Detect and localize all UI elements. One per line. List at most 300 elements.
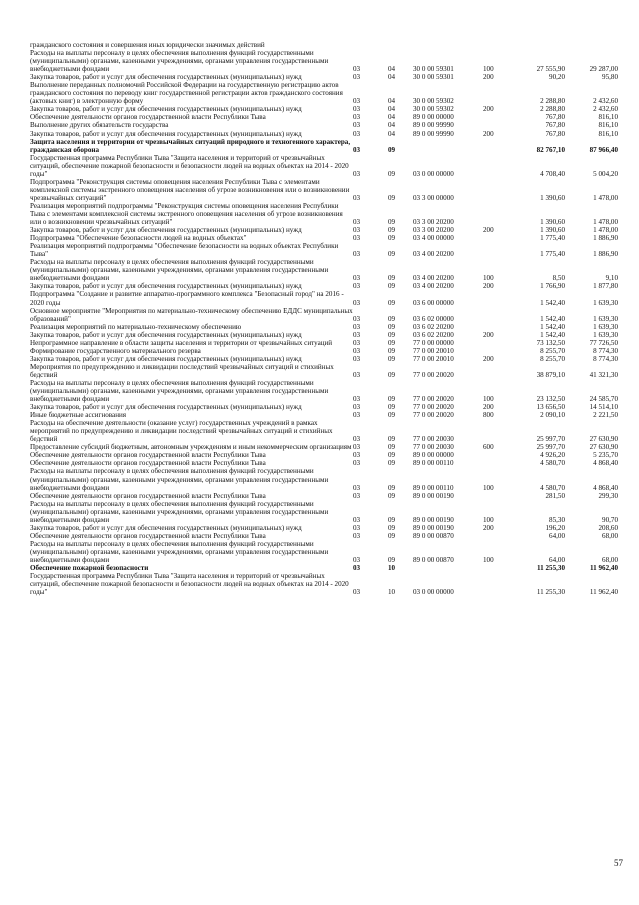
row-section: 03 <box>353 556 361 564</box>
row-target-code: 03 6 00 00000 <box>413 298 454 307</box>
row-section: 03 <box>353 564 361 573</box>
row-amount-year-1: 2 288,80 <box>540 97 565 106</box>
row-name: Реализация мероприятий по материально-техническому обеспечению <box>30 322 242 331</box>
row-amount-year-1: 90,20 <box>549 73 565 82</box>
table-row <box>30 492 618 500</box>
table-row <box>30 572 618 596</box>
row-subsection: 09 <box>388 274 396 283</box>
row-amount-year-1: 767,80 <box>545 113 565 122</box>
row-name: Закупка товаров, работ и услуг для обеспечения государственных (муниципальных) нужд <box>30 330 302 339</box>
row-expense-type <box>483 202 510 226</box>
row-amount-year-1: 1 542,40 <box>540 314 565 323</box>
row-expense-type <box>483 290 510 306</box>
row-amount-year-2: 41 321,30 <box>589 370 618 379</box>
table-row <box>30 202 618 226</box>
row-target-code <box>413 138 483 154</box>
row-expense-type <box>483 178 510 202</box>
row-amount-year-2: 1 886,90 <box>593 234 618 243</box>
row-target-code: 77 0 00 20020 <box>413 395 454 404</box>
row-name: Защита населения и территории от чрезвычайных ситуаций природного и техногенного характера, гражданская оборона <box>30 137 351 154</box>
row-section: 03 <box>353 435 361 444</box>
row-name: Закупка товаров, работ и услуг для обеспечения государственных (муниципальных) нужд <box>30 73 302 82</box>
row-target-code: 77 0 00 20020 <box>413 403 454 412</box>
row-target-code: 77 0 00 20010 <box>413 346 454 355</box>
row-amount-year-1: 27 555,90 <box>536 65 565 74</box>
row-target-code: 03 4 00 20200 <box>413 250 454 259</box>
row-expense-type <box>483 459 510 467</box>
row-amount-year-1: 25 997,70 <box>536 443 565 452</box>
table-row <box>30 347 618 355</box>
table-row <box>30 355 618 363</box>
row-subsection: 09 <box>388 338 396 347</box>
row-target-code: 77 0 00 20030 <box>413 435 454 444</box>
row-expense-type: 100 <box>483 556 494 564</box>
row-target-code: 03 6 02 20200 <box>413 322 454 331</box>
table-row <box>30 290 618 306</box>
row-amount-year-1: 4 580,70 <box>540 459 565 468</box>
table-row <box>30 138 618 154</box>
row-name: Предоставление субсидий бюджетным, автономным учреждениям и иным некоммерческим организациям <box>30 443 352 452</box>
row-name: Подпрограмма "Создание и развитие аппаратно-программного комплекса "Безопасный город" на 2016 - 2020 годы <box>30 290 344 307</box>
row-subsection: 09 <box>388 515 396 524</box>
row-amount-year-2: 90,70 <box>602 515 618 524</box>
table-row <box>30 242 618 258</box>
row-amount-year-2: 68,00 <box>602 556 618 564</box>
row-amount-year-2: 1 639,30 <box>593 322 618 331</box>
row-target-code <box>413 41 483 49</box>
row-target-code: 03 0 00 00000 <box>413 588 454 597</box>
row-name: Обеспечение деятельности органов государственной власти Республики Тыва <box>30 531 266 540</box>
row-amount-year-1: 13 656,50 <box>536 403 565 412</box>
row-section: 03 <box>353 322 361 331</box>
row-expense-type: 200 <box>483 330 494 339</box>
row-subsection: 09 <box>388 370 396 379</box>
table-row <box>30 41 618 49</box>
row-amount-year-1: 1 390,60 <box>540 226 565 235</box>
row-amount-year-2: 2 432,60 <box>593 97 618 106</box>
table-row <box>30 363 618 379</box>
row-name: Закупка товаров, работ и услуг для обеспечения государственных (муниципальных) нужд <box>30 226 302 235</box>
row-name: Государственная программа Республики Тыва "Защита населения и территорий от чрезвычайных ситуаций, обеспечение пожарной безопасности и безопасности людей на водных объектах на 2014 - 2020 годы" <box>30 572 349 597</box>
row-amount-year-2: 77 726,50 <box>589 338 618 347</box>
row-name: Закупка товаров, работ и услуг для обеспечения государственных (муниципальных) нужд <box>30 129 302 138</box>
row-subsection: 09 <box>388 250 396 259</box>
row-target-code: 03 3 00 20200 <box>413 218 454 227</box>
row-amount-year-2: 1 639,30 <box>593 314 618 323</box>
row-section: 03 <box>353 234 361 243</box>
row-target-code: 89 0 00 00190 <box>413 491 454 500</box>
row-amount-year-2: 87 966,40 <box>589 145 618 154</box>
row-section: 03 <box>353 129 361 138</box>
row-name: Закупка товаров, работ и услуг для обеспечения государственных (муниципальных) нужд <box>30 523 302 532</box>
row-subsection: 09 <box>388 411 396 420</box>
row-subsection: 09 <box>388 314 396 323</box>
row-section: 03 <box>353 105 361 114</box>
row-section <box>353 41 388 49</box>
row-amount-year-2: 11 962,40 <box>590 564 618 573</box>
row-name: Подпрограмма "Реконструкция системы оповещения населения Республики Тыва с элементами комплексной системы экстренного оповещения населения об угрозе возникновения или о возникновении чрезвычайных ситуаций" <box>30 177 350 202</box>
table-row <box>30 500 618 524</box>
row-expense-type: 600 <box>483 443 494 452</box>
table-row <box>30 524 618 532</box>
row-amount-year-1: 1 390,60 <box>540 193 565 202</box>
row-amount-year-2: 1 639,30 <box>593 330 618 339</box>
table-row <box>30 178 618 202</box>
row-amount-year-2 <box>565 41 618 49</box>
row-amount-year-1: 196,20 <box>545 523 565 532</box>
row-amount-year-1: 11 255,30 <box>537 564 565 573</box>
row-section: 03 <box>353 370 361 379</box>
row-target-code: 89 0 00 00870 <box>413 556 454 564</box>
row-target-code: 03 6 02 00000 <box>413 314 454 323</box>
row-target-code: 03 4 00 00000 <box>413 234 454 243</box>
row-amount-year-1: 767,80 <box>545 129 565 138</box>
row-amount-year-1: 11 255,30 <box>536 588 565 597</box>
row-amount-year-2: 2 432,60 <box>593 105 618 114</box>
row-expense-type <box>483 339 510 347</box>
table-row <box>30 130 618 138</box>
table-row <box>30 532 618 540</box>
row-amount-year-2: 11 962,40 <box>589 588 618 597</box>
row-expense-type <box>483 492 510 500</box>
row-amount-year-1: 8 255,70 <box>540 354 565 363</box>
budget-table <box>30 41 618 596</box>
row-amount-year-1: 73 132,50 <box>536 338 565 347</box>
row-section: 03 <box>353 443 361 452</box>
table-row <box>30 339 618 347</box>
table-row <box>30 49 618 73</box>
row-section: 03 <box>353 403 361 412</box>
row-subsection: 04 <box>388 97 396 106</box>
row-amount-year-2: 27 630,90 <box>589 435 618 444</box>
row-name: Расходы на выплаты персоналу в целях обеспечения выполнения функций государственными (муниципальными) органами, казенными учреждениями, органами управления государственными внебюджетными фондами <box>30 499 329 524</box>
row-expense-type: 200 <box>483 129 494 138</box>
table-row <box>30 451 618 459</box>
row-target-code <box>413 564 483 572</box>
row-amount-year-2: 5 235,70 <box>593 451 618 460</box>
table-row <box>30 121 618 129</box>
row-amount-year-1: 2 288,80 <box>540 105 565 114</box>
table-row <box>30 443 618 451</box>
row-target-code: 03 4 00 20200 <box>413 282 454 291</box>
row-expense-type <box>483 419 510 443</box>
row-amount-year-2: 2 221,50 <box>593 411 618 420</box>
row-amount-year-1: 64,00 <box>549 556 565 564</box>
row-section: 03 <box>353 218 361 227</box>
row-name: Реализация мероприятий подпрограммы "Реконструкция системы оповещения населения Республики Тыва с элементами комплексной системы экстренного оповещения населения об угрозе возникновения или о возникновении чрезвычайных ситуаций" <box>30 201 343 227</box>
row-amount-year-2: 24 585,70 <box>589 395 618 404</box>
row-subsection <box>388 41 413 49</box>
table-row <box>30 307 618 323</box>
row-section: 03 <box>353 282 361 291</box>
row-amount-year-1: 1 542,40 <box>540 330 565 339</box>
row-subsection: 09 <box>388 330 396 339</box>
row-section: 03 <box>353 483 361 492</box>
table-row <box>30 379 618 403</box>
table-row <box>30 459 618 467</box>
row-subsection: 09 <box>388 322 396 331</box>
row-name: Государственная программа Республики Тыва "Защита населения и территорий от чрезвычайных ситуаций, обеспечение пожарной безопасности и безопасности людей на водных объектах на 2014 - 2020 годы" <box>30 153 349 178</box>
row-name: Расходы на выплаты персоналу в целях обеспечения выполнения функций государственными (муниципальными) органами, казенными учреждениями, органами управления государственными внебюджетными фондами <box>30 258 329 283</box>
row-section: 03 <box>353 330 361 339</box>
row-name: Формирование государственного материального резерва <box>30 346 201 355</box>
table-row <box>30 323 618 331</box>
row-amount-year-2: 816,10 <box>598 129 618 138</box>
row-expense-type <box>483 41 510 49</box>
row-section: 03 <box>353 274 361 283</box>
row-name: Расходы на выплаты персоналу в целях обеспечения выполнения функций государственными (муниципальными) органами, казенными учреждениями, органами управления государственными внебюджетными фондами <box>30 49 329 74</box>
row-amount-year-1: 8 255,70 <box>540 346 565 355</box>
row-amount-year-1: 1 542,40 <box>540 322 565 331</box>
row-expense-type: 200 <box>483 282 494 291</box>
row-target-code: 03 4 00 20200 <box>413 274 454 283</box>
row-expense-type <box>483 242 510 258</box>
table-row <box>30 282 618 290</box>
row-expense-type <box>483 307 510 323</box>
row-amount-year-2: 1 478,00 <box>593 226 618 235</box>
row-amount-year-1: 82 767,10 <box>536 145 565 154</box>
row-target-code: 89 0 00 00190 <box>413 523 454 532</box>
row-target-code: 03 0 00 00000 <box>413 169 454 178</box>
table-row <box>30 419 618 443</box>
row-subsection: 04 <box>388 113 396 122</box>
row-name: Обеспечение деятельности органов государственной власти Республики Тыва <box>30 459 266 468</box>
row-amount-year-2: 4 868,40 <box>593 459 618 468</box>
row-name: Расходы на выплаты персоналу в целях обеспечения выполнения функций государственными (муниципальными) органами, казенными учреждениями, органами управления государственными внебюджетными фондами <box>30 539 329 564</box>
row-amount-year-1: 281,50 <box>545 491 565 500</box>
row-amount-year-1: 4 708,40 <box>540 169 565 178</box>
row-name: Подпрограмма "Обеспечение безопасности людей на водных объектах" <box>30 234 247 243</box>
row-section: 03 <box>353 451 361 460</box>
row-subsection: 09 <box>388 451 396 460</box>
row-subsection: 09 <box>388 193 396 202</box>
row-subsection: 09 <box>388 145 396 154</box>
row-amount-year-2: 1 886,90 <box>593 250 618 259</box>
row-subsection: 09 <box>388 354 396 363</box>
row-expense-type <box>483 154 510 178</box>
row-target-code: 89 0 00 99990 <box>413 121 454 130</box>
row-amount-year-1: 64,00 <box>549 531 565 540</box>
row-section: 03 <box>353 346 361 355</box>
row-amount-year-2: 1 639,30 <box>593 298 618 307</box>
row-subsection: 04 <box>388 121 396 130</box>
row-section: 03 <box>353 588 361 597</box>
row-name: Выполнение переданных полномочий Российской Федерации на государственную регистрацию актов гражданского состояния по переводу книг государственной регистрации актов гражданского состояния (актовых книг) в электронную форму <box>30 81 343 106</box>
row-amount-year-2: 1 478,00 <box>593 218 618 227</box>
row-target-code: 77 0 00 00000 <box>413 338 454 347</box>
row-section: 03 <box>353 65 361 74</box>
row-subsection: 09 <box>388 346 396 355</box>
row-name: Обеспечение пожарной безопасности <box>30 564 149 573</box>
row-name: Иные бюджетные ассигнования <box>30 411 127 420</box>
row-name: Непрограммное направление в области защиты населения и территории от чрезвычайных ситуаций <box>30 338 333 347</box>
row-subsection: 09 <box>388 483 396 492</box>
row-subsection: 04 <box>388 73 396 82</box>
row-section: 03 <box>353 73 361 82</box>
row-section: 03 <box>353 314 361 323</box>
row-target-code: 77 0 00 20020 <box>413 370 454 379</box>
row-target-code: 03 3 00 20200 <box>413 226 454 235</box>
row-amount-year-2: 9,10 <box>605 274 618 283</box>
table-row <box>30 467 618 491</box>
row-expense-type: 100 <box>483 274 494 283</box>
row-expense-type <box>483 113 510 121</box>
row-expense-type <box>483 451 510 459</box>
row-name: Мероприятия по предупреждению и ликвидации последствий чрезвычайных ситуаций и стихийных бедствий <box>30 362 334 379</box>
row-section: 03 <box>353 395 361 404</box>
row-target-code: 89 0 00 00110 <box>413 459 454 468</box>
table-row <box>30 258 618 282</box>
row-name: Выполнение других обязательств государства <box>30 121 169 130</box>
row-amount-year-2: 5 004,20 <box>593 169 618 178</box>
row-subsection: 10 <box>388 564 396 573</box>
table-row <box>30 154 618 178</box>
table-row <box>30 105 618 113</box>
row-name: Реализация мероприятий подпрограммы "Обеспечение безопасности на водных объектах Республики Тыва" <box>30 242 339 259</box>
row-target-code: 30 0 00 59302 <box>413 97 454 106</box>
row-name: Закупка товаров, работ и услуг для обеспечения государственных (муниципальных) нужд <box>30 105 302 114</box>
row-amount-year-1: 1 542,40 <box>540 298 565 307</box>
row-section: 03 <box>353 113 361 122</box>
row-section: 03 <box>353 193 361 202</box>
row-expense-type: 100 <box>483 65 494 74</box>
table-row <box>30 540 618 564</box>
row-expense-type <box>483 121 510 129</box>
row-subsection: 10 <box>388 588 396 597</box>
row-amount-year-2: 27 630,90 <box>589 443 618 452</box>
row-amount-year-2: 4 868,40 <box>593 483 618 492</box>
row-subsection: 09 <box>388 491 396 500</box>
row-subsection: 09 <box>388 443 396 452</box>
row-subsection: 04 <box>388 129 396 138</box>
row-expense-type <box>483 234 510 242</box>
row-target-code: 89 0 00 00870 <box>413 531 454 540</box>
table-row <box>30 403 618 411</box>
row-target-code: 30 0 00 59301 <box>413 65 454 74</box>
row-subsection: 04 <box>388 105 396 114</box>
row-section: 03 <box>353 523 361 532</box>
row-amount-year-2: 14 514,10 <box>589 403 618 412</box>
row-amount-year-1: 85,30 <box>549 515 565 524</box>
row-expense-type <box>483 138 510 154</box>
row-amount-year-2: 8 774,30 <box>593 354 618 363</box>
row-amount-year-2: 816,10 <box>598 113 618 122</box>
row-target-code: 89 0 00 99990 <box>413 129 454 138</box>
row-amount-year-1: 25 997,70 <box>536 435 565 444</box>
table-row <box>30 73 618 81</box>
row-section: 03 <box>353 411 361 420</box>
row-section: 03 <box>353 169 361 178</box>
row-section: 03 <box>353 226 361 235</box>
row-amount-year-2: 68,00 <box>602 531 618 540</box>
row-name: Основное мероприятие "Мероприятия по материально-техническому обеспечению ЕДДС муниципальных образований" <box>30 306 353 323</box>
row-expense-type: 200 <box>483 226 494 235</box>
row-expense-type: 100 <box>483 483 494 492</box>
row-amount-year-1: 4 926,20 <box>540 451 565 460</box>
row-amount-year-2: 208,60 <box>598 523 618 532</box>
row-amount-year-1: 1 766,90 <box>540 282 565 291</box>
row-section: 03 <box>353 338 361 347</box>
row-subsection: 09 <box>388 226 396 235</box>
row-expense-type <box>483 363 510 379</box>
row-expense-type <box>483 572 510 596</box>
table-row <box>30 81 618 105</box>
row-expense-type <box>483 564 510 572</box>
row-expense-type: 200 <box>483 523 494 532</box>
row-target-code: 77 0 00 20030 <box>413 443 454 452</box>
budget-table-body <box>30 41 618 596</box>
row-target-code: 77 0 00 20020 <box>413 411 454 420</box>
row-amount-year-1: 1 775,40 <box>540 234 565 243</box>
row-expense-type: 200 <box>483 73 494 82</box>
row-amount-year-1: 23 132,50 <box>536 395 565 404</box>
row-name: Расходы на обеспечение деятельности (оказание услуг) государственных учреждений в рамках мероприятий по предупреждению и ликвидации последствий чрезвычайных ситуаций и стихийных бедствий <box>30 419 333 444</box>
row-subsection: 09 <box>388 523 396 532</box>
row-target-code: 30 0 00 59302 <box>413 105 454 114</box>
page-number: 57 <box>614 858 623 868</box>
row-expense-type <box>483 323 510 331</box>
row-expense-type <box>483 81 510 105</box>
row-subsection: 04 <box>388 65 396 74</box>
table-row <box>30 331 618 339</box>
row-expense-type: 200 <box>483 105 494 114</box>
row-section: 03 <box>353 531 361 540</box>
row-expense-type: 800 <box>483 411 494 420</box>
row-section: 03 <box>353 250 361 259</box>
row-subsection: 09 <box>388 282 396 291</box>
row-amount-year-1: 767,80 <box>545 121 565 130</box>
row-amount-year-1: 8,50 <box>552 274 565 283</box>
row-section: 03 <box>353 145 361 154</box>
row-amount-year-2: 1 478,00 <box>593 193 618 202</box>
row-amount-year-1: 2 090,10 <box>540 411 565 420</box>
row-amount-year-1: 1 390,60 <box>540 218 565 227</box>
row-expense-type: 100 <box>483 515 494 524</box>
row-subsection: 09 <box>388 531 396 540</box>
row-amount-year-1: 1 775,40 <box>540 250 565 259</box>
row-name: Обеспечение деятельности органов государственной власти Республики Тыва <box>30 451 266 460</box>
row-amount-year-1: 38 879,10 <box>536 370 565 379</box>
row-expense-type: 100 <box>483 395 494 404</box>
row-subsection: 09 <box>388 218 396 227</box>
row-expense-type: 200 <box>483 403 494 412</box>
table-row <box>30 113 618 121</box>
row-target-code: 89 0 00 00110 <box>413 483 454 492</box>
row-name: Расходы на выплаты персоналу в целях обеспечения выполнения функций государственными (муниципальными) органами, казенными учреждениями, органами управления государственными внебюджетными фондами <box>30 467 329 492</box>
row-expense-type: 200 <box>483 354 494 363</box>
row-name: Закупка товаров, работ и услуг для обеспечения государственных (муниципальных) нужд <box>30 403 302 412</box>
row-name: Закупка товаров, работ и услуг для обеспечения государственных (муниципальных) нужд <box>30 354 302 363</box>
row-subsection: 09 <box>388 459 396 468</box>
row-target-code: 89 0 00 00000 <box>413 113 454 122</box>
row-amount-year-2: 29 287,00 <box>589 65 618 74</box>
row-section: 03 <box>353 121 361 130</box>
row-name: Обеспечение деятельности органов государственной власти Республики Тыва <box>30 491 266 500</box>
row-subsection: 09 <box>388 556 396 564</box>
table-row <box>30 226 618 234</box>
row-target-code: 30 0 00 59301 <box>413 73 454 82</box>
row-target-code: 77 0 00 20010 <box>413 354 454 363</box>
row-section: 03 <box>353 354 361 363</box>
row-amount-year-1 <box>510 41 565 49</box>
row-subsection: 09 <box>388 169 396 178</box>
row-amount-year-2: 8 774,30 <box>593 346 618 355</box>
row-expense-type <box>483 347 510 355</box>
row-subsection: 09 <box>388 403 396 412</box>
row-amount-year-2: 1 877,80 <box>593 282 618 291</box>
row-section: 03 <box>353 515 361 524</box>
row-target-code: 03 3 00 00000 <box>413 193 454 202</box>
